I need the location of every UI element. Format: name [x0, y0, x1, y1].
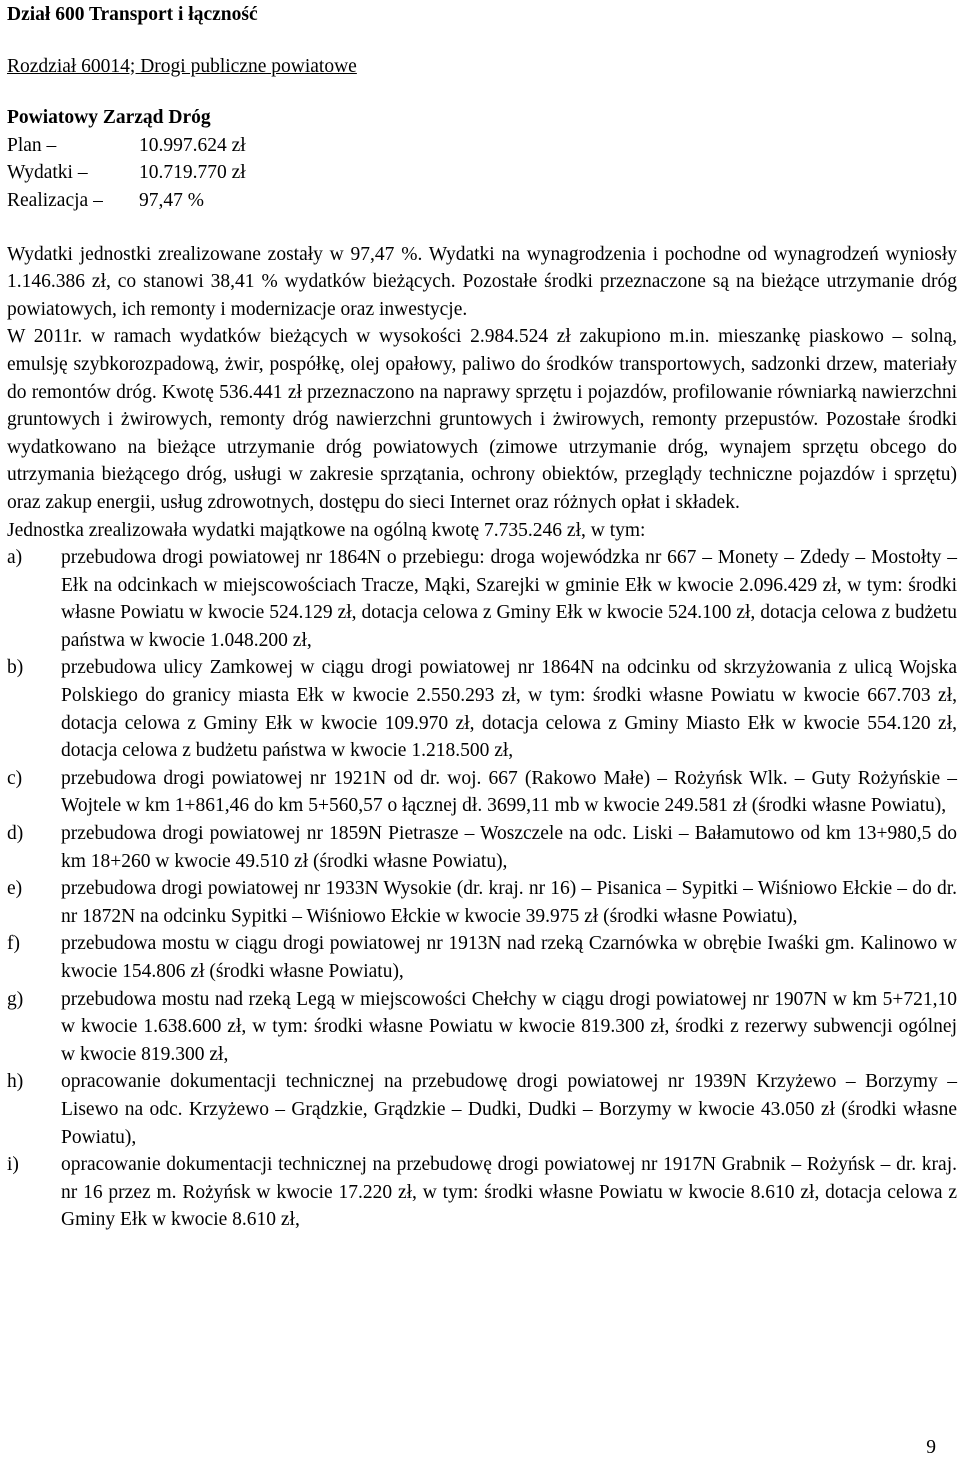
- unit-name: Powiatowy Zarząd Dróg: [7, 107, 211, 129]
- summary-value: 10.997.624 zł: [139, 134, 246, 156]
- list-item: [7, 544, 957, 654]
- list-marker: d): [7, 823, 24, 845]
- list-marker: f): [7, 933, 20, 955]
- list-item: [7, 1068, 957, 1151]
- list-item: [7, 654, 957, 764]
- summary-value: 97,47 %: [139, 189, 204, 211]
- list-item: [7, 820, 957, 875]
- list-item-text: opracowanie dokumentacji technicznej na przebudowę drogi powiatowej nr 1939N Krzyżewo – Borzymy – Lisewo na odc. Krzyżewo – Grądzkie, Grądzkie – Dudki, Dudki – Borzymy w kwocie 43.050 zł (środki własne Powiatu),: [61, 1071, 957, 1148]
- list-item-text: przebudowa drogi powiatowej nr 1933N Wysokie (dr. kraj. nr 16) – Pisanica – Sypitki – Wiśniowo Ełckie – do dr. nr 1872N na odcinku Sypitki – Wiśniowo Ełckie w kwocie 39.975 zł (środki własne Powiatu),: [61, 878, 957, 927]
- paragraph-execution: Wydatki jednostki zrealizowane zostały w 97,47 %. Wydatki na wynagrodzenia i pochodne od wynagrodzeń wyniosły 1.146.386 zł, co stanowi 38,41 % wydatków bieżących. Pozostałe środki przeznaczone są na bieżące utrzymanie dróg powiatowych, ich remonty i modernizacje oraz inwestycje.: [7, 243, 957, 320]
- summary-row-realizacja: [7, 187, 957, 215]
- list-marker: i): [7, 1154, 19, 1176]
- list-marker: e): [7, 878, 23, 900]
- section-heading: Dział 600 Transport i łączność: [7, 4, 258, 25]
- paragraph-capital-expenses: Jednostka zrealizowała wydatki majątkowe na ogólną kwotę 7.735.246 zł, w tym:: [7, 519, 646, 541]
- list-item-text: opracowanie dokumentacji technicznej na przebudowę drogi powiatowej nr 1917N Grabnik – Rożyńsk – dr. kraj. nr 16 przez m. Rożyńsk w kwocie 17.220 zł, w tym: środki własne Powiatu w kwocie 8.610 zł, dotacja celowa z Gminy Ełk w kwocie 8.610 zł,: [61, 1154, 957, 1231]
- summary-row-wydatki: [7, 159, 957, 187]
- list-item-text: przebudowa mostu w ciągu drogi powiatowej nr 1913N nad rzeką Czarnówka w obrębie Iwaśki gm. Kalinowo w kwocie 154.806 zł (środki własne Powiatu),: [61, 933, 957, 982]
- list-item-text: przebudowa drogi powiatowej nr 1859N Pietrasze – Woszczele na odc. Liski – Bałamutowo od km 13+980,5 do km 18+260 w kwocie 49.510 zł (środki własne Powiatu),: [61, 823, 957, 872]
- list-marker: h): [7, 1071, 24, 1093]
- list-marker: c): [7, 767, 23, 789]
- summary-value: 10.719.770 zł: [139, 162, 246, 184]
- summary-label: Plan –: [7, 134, 57, 156]
- list-item-text: przebudowa drogi powiatowej nr 1864N o przebiegu: droga wojewódzka nr 667 – Monety – Zdedy – Mostołty – Ełk na odcinkach w miejscowościach Tracze, Mąki, Szarejki w gminie Ełk w kwocie 2.096.429 zł, w tym: środki własne Powiatu w kwocie 524.129 zł, dotacja celowa z Gminy Ełk w kwocie 524.100 zł, dotacja celowa z budżetu państwa w kwocie 1.048.200 zł,: [61, 547, 957, 651]
- list-item: [7, 875, 957, 930]
- list-item: [7, 765, 957, 820]
- list-marker: g): [7, 988, 24, 1010]
- list-item-text: przebudowa drogi powiatowej nr 1921N od dr. woj. 667 (Rakowo Małe) – Rożyńsk Wlk. – Guty Rożyńskie – Wojtele w km 1+861,46 do km 5+560,57 o łącznej dł. 3699,11 mb w kwocie 249.581 zł (środki własne Powiatu),: [61, 767, 957, 817]
- summary-block: [7, 132, 957, 215]
- document-page: [7, 1, 957, 1234]
- list-item: [7, 986, 957, 1069]
- summary-label: Realizacja –: [7, 189, 103, 211]
- list-item: [7, 1151, 957, 1234]
- summary-label: Wydatki –: [7, 162, 88, 184]
- list-item-text: przebudowa mostu nad rzeką Legą w miejscowości Chełchy w ciągu drogi powiatowej nr 1907N w km 5+721,10 w kwocie 1.638.600 zł, w tym: środki własne Powiatu w kwocie 819.300 zł, środki z rezerwy subwencji ogólnej w kwocie 819.300 zł,: [61, 988, 957, 1065]
- list-item-text: przebudowa ulicy Zamkowej w ciągu drogi powiatowej nr 1864N na odcinku od skrzyżowania z ulicą Wojska Polskiego do granicy miasta Ełk w kwocie 2.550.293 zł, w tym: środki własne Powiatu w kwocie 667.703 zł, dotacja celowa z Gminy Ełk w kwocie 109.970 zł, dotacja celowa z Gminy Miasto Ełk w kwocie 554.120 zł, dotacja celowa z budżetu państwa w kwocie 1.218.500 zł,: [61, 657, 957, 762]
- chapter-heading: Rozdział 60014; Drogi publiczne powiatowe: [7, 55, 357, 77]
- investment-list: [7, 544, 957, 1234]
- list-marker: a): [7, 547, 23, 569]
- list-marker: b): [7, 657, 24, 679]
- list-item: [7, 930, 957, 985]
- page-number: 9: [926, 1437, 936, 1458]
- paragraph-current-expenses: W 2011r. w ramach wydatków bieżących w wysokości 2.984.524 zł zakupiono m.in. mieszankę piaskowo – solną, emulsję szybkorozpadową, żwir, pospółkę, olej opałowy, paliwo do środków transportowych, sadzonki drzew, materiały do remontów dróg. Kwotę 536.441 zł przeznaczono na naprawy sprzętu i pojazdów, profilowanie równiarką nawierzchni gruntowych i żwirowych, remonty dróg nawierzchni gruntowych i żwirowych, remonty przepustów. Pozostałe środki wydatkowano na bieżące utrzymanie dróg powiatowych (zimowe utrzymanie dróg, wynajem sprzętu obcego do utrzymania bieżącego dróg, usługi w zakresie sprzątania, ochrony obiektów, przeglądy techniczne pojazdów i sprzętu) oraz zakup energii, usług zdrowotnych, dostępu do sieci Internet oraz różnych opłat i składek.: [7, 326, 957, 513]
- summary-row-plan: [7, 132, 957, 160]
